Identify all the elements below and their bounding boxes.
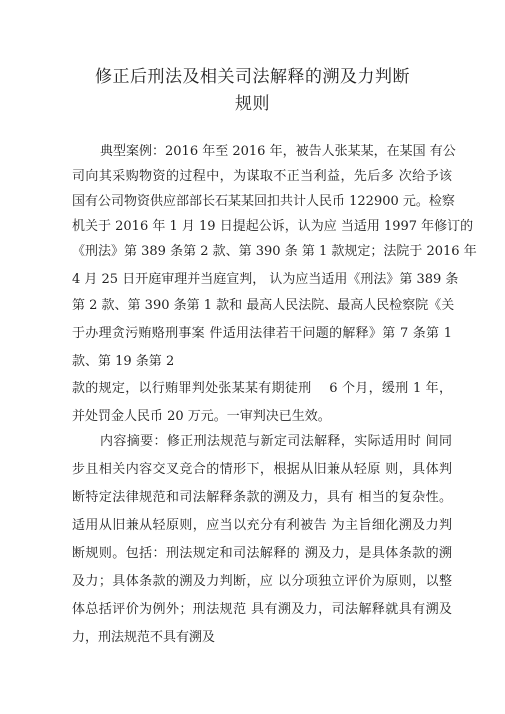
document-title-line-2: 规则: [235, 94, 270, 114]
body-line-11: 并处罚金人民币 20 万元。一审判决已生效。: [72, 409, 331, 424]
document-title-line-1: 修正后刑法及相关司法解释的溯及力判断: [95, 67, 410, 87]
summary-line-8: 力，刑法规范不具有溯及: [72, 630, 216, 645]
summary-line-1: 内容摘要：修正刑法规范与新定司法解释，实际适用时 间同: [100, 434, 452, 449]
body-line-5: 《刑法》第 389 条第 2 款、第 390 条 第 1 款规定；法院于 2016 年: [72, 244, 477, 259]
body-line-3: 国有公司物资供应部部长石某某回扣共计人民币 122900 元。检察: [72, 194, 455, 209]
summary-line-4: 适用从旧兼从轻原则，应当以充分有利被告 为主旨细化溯及力判: [72, 518, 452, 533]
body-line-4: 机关于 2016 年 1 月 19 日提起公诉，认为应 当适用 1997 年修订的: [72, 219, 474, 234]
summary-line-3: 断特定法律规范和司法解释条款的溯及力，具有 相当的复杂性。: [72, 490, 452, 505]
summary-line-5: 断规则。包括：刑法规定和司法解释的 溯及力，是具体条款的溯: [72, 546, 452, 561]
body-line-10: 款的规定，以行贿罪判处张某某有期徒刑 6 个月，缓刑 1 年，: [72, 381, 452, 396]
summary-line-2: 步且相关内容交叉竞合的情形下，根据从旧兼从轻原 则，具体判: [72, 462, 452, 477]
body-line-1: 典型案例：2016 年至 2016 年，被告人张某某，在某国 有公: [100, 144, 456, 159]
body-line-6: 4 月 25 日开庭审理并当庭宣判， 认为应当适用《刑法》第 389 条: [72, 272, 459, 287]
summary-line-7: 体总括评价为例外；刑法规范 具有溯及力，司法解释就具有溯及: [72, 602, 452, 617]
body-line-8: 于办理贪污贿赂刑事案 件适用法律若干问题的解释》第 7 条第 1: [72, 326, 452, 341]
summary-line-6: 及力；具体条款的溯及力判断，应 以分项独立评价为原则，以整: [72, 574, 452, 589]
body-line-9: 款、第 19 条第 2: [72, 354, 175, 369]
body-line-2: 司向其采购物资的过程中，为谋取不正当利益，先后多 次给予该: [72, 169, 452, 184]
body-line-7: 第 2 款、第 390 条第 1 款和 最高人民法院、最高人民检察院《关: [72, 298, 455, 313]
